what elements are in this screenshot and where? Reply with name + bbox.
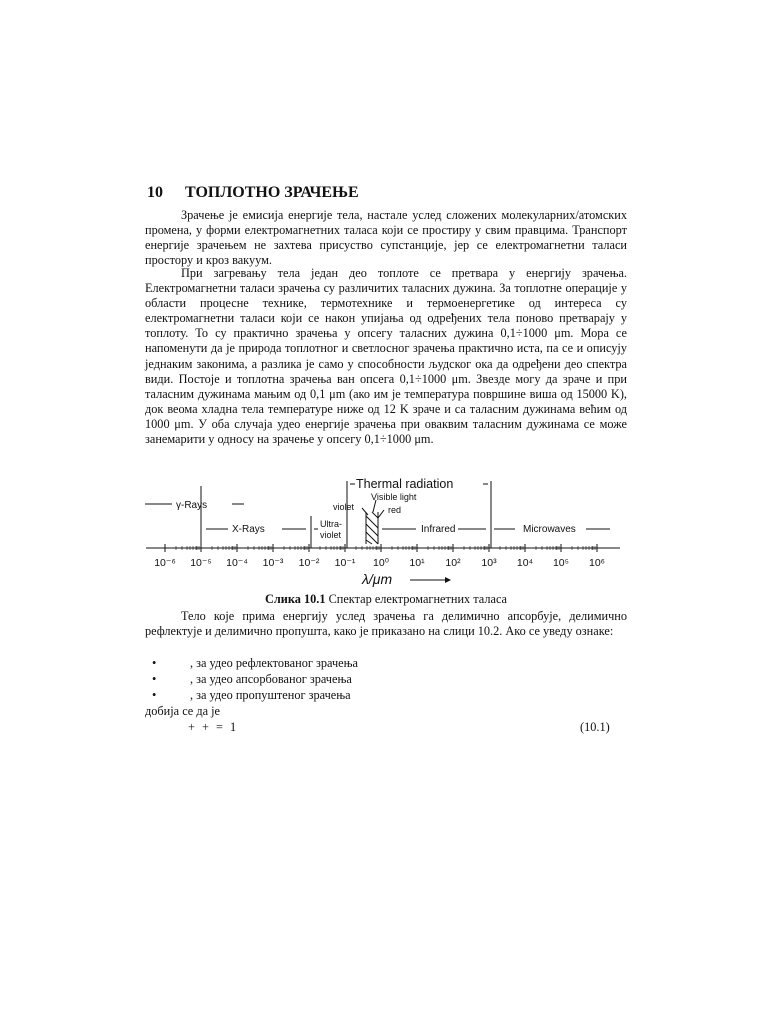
axis-tick-label: 10⁻² bbox=[298, 557, 320, 569]
axis-tick-label: 10⁶ bbox=[588, 557, 606, 569]
ultraviolet-label-line2: violet bbox=[320, 530, 342, 540]
figure-caption-text: Спектар електромагнетних таласа bbox=[328, 592, 508, 606]
infrared-label: Infrared bbox=[421, 524, 456, 535]
axis-tick-label: 10⁻³ bbox=[262, 557, 284, 569]
bullet-marker: • bbox=[152, 688, 157, 702]
visible-light-label: Visible light bbox=[371, 492, 417, 502]
red-label: red bbox=[388, 505, 402, 515]
list-item-text: , за удео апсорбованог зрачења bbox=[190, 672, 352, 686]
axis-tick-label: 10⁰ bbox=[373, 557, 389, 569]
list-item-text: , за удео пропуштеног зрачења bbox=[190, 688, 351, 702]
section-number: 10 bbox=[147, 184, 163, 201]
bullet-marker: • bbox=[152, 656, 157, 670]
paragraph-wavelengths: При загревању тела један део топлоте се претвара у енергију зрачења. Електромагнетни таласи зрачења су различитих таласних дужина. За топлотне операције у области процесне технике, термотехнике и термоенергетике од интереса су електромагнетни таласи који се након упијања од одређених тела поново претварају у топлоту. То су практично зрачења у опсегу таласних дужина 0,1÷1000 μm. Мора се напоменути да је природа топлотног и светлосног зрачења практично иста, па се и описују једнаким законима, а разлика је само у способности људског ока да одређени део спектра види. Постоје и топлотна зрачења ван опсега 0,1÷1000 μm. Звезде могу да зраче и при таласним дужинама мањим од 0,1 μm (ако им је температура површине виша од 15000 K), док веома хладна тела температуре ниже од 12 K зраче и са таласним дужинама већим од 1000 μm. У оба случаја удео енергије зрачења при оваквим таласним дужинама се може занемарити у односу на зрачење у опсегу 0,1÷1000 μm. bbox=[145, 266, 627, 447]
figure-caption bbox=[145, 592, 627, 607]
gamma-rays-label: γ-Rays bbox=[176, 500, 208, 511]
spectrum-figure bbox=[140, 472, 630, 590]
list-item-transmitted bbox=[152, 688, 351, 703]
axis-label: λ/μm bbox=[362, 571, 393, 587]
axis-tick-label: 10⁻⁶ bbox=[154, 557, 176, 569]
derivation-text: добија се да је bbox=[145, 704, 220, 718]
list-item-reflected bbox=[152, 656, 358, 671]
thermal-radiation-label: Thermal radiation bbox=[356, 477, 454, 491]
axis-tick-label: 10⁻¹ bbox=[334, 557, 356, 569]
list-item-absorbed bbox=[152, 672, 352, 687]
figure-caption-label: Слика 10.1 bbox=[264, 592, 326, 606]
paragraph-absorption: Тело које прима енергију услед зрачења га делимично апсорбује, делимично рефлектује и делимично пропушта, како је приказано на слици 10.2. Ако се уведу ознаке: bbox=[145, 609, 627, 639]
section-heading bbox=[147, 184, 359, 202]
axis-tick-label: 10⁻⁴ bbox=[226, 557, 248, 569]
microwaves-label: Microwaves bbox=[523, 524, 576, 535]
axis-tick-label: 10⁴ bbox=[516, 557, 534, 569]
ultraviolet-label-line1: Ultra- bbox=[320, 519, 342, 529]
violet-label: violet bbox=[333, 502, 355, 512]
axis-tick-label: 10⁻⁵ bbox=[190, 557, 212, 569]
list-item-text: , за удео рефлектованог зрачења bbox=[190, 656, 358, 670]
equation: + + = 1 bbox=[188, 720, 239, 734]
section-title: ТОПЛОТНО ЗРАЧЕЊЕ bbox=[185, 184, 359, 201]
axis-tick-label: 10⁵ bbox=[552, 557, 570, 569]
axis-tick-label: 10¹ bbox=[409, 557, 425, 569]
bullet-marker: • bbox=[152, 672, 157, 686]
paragraph-intro: Зрачење је емисија енергије тела, настале услед сложених молекуларних/атомских промена, у форми електромагнетних таласа који се простиру у свим правцима. Транспорт енергије зрачењем не захтева присуство супстанције, јер се електромагнетни таласи простору и кроз вакуум. bbox=[145, 208, 627, 268]
axis-tick-label: 10² bbox=[445, 557, 461, 569]
axis-tick-label: 10³ bbox=[481, 557, 497, 569]
equation-number: (10.1) bbox=[580, 720, 610, 734]
x-rays-label: X-Rays bbox=[232, 524, 265, 535]
